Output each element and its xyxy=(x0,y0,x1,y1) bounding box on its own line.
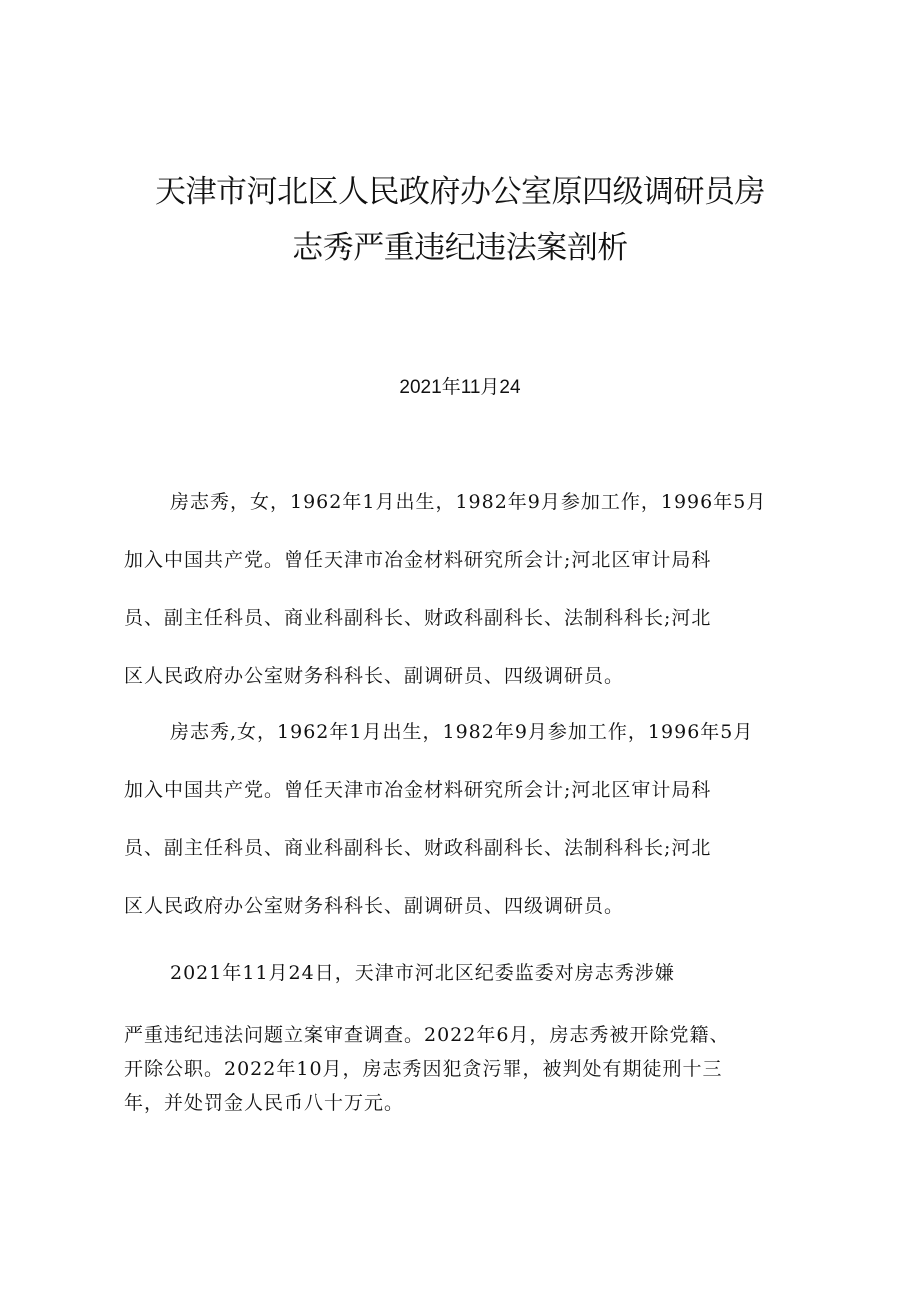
text-line: 房志秀,女，1962年1月出生，1982年9月参加工作，1996年5月 xyxy=(170,721,754,743)
text-line: 员、副主任科员、商业科副科长、财政科副科长、法制科科长;河北 xyxy=(124,607,712,629)
paragraph-biography-1 xyxy=(124,486,806,718)
text-line: 员、副主任科员、商业科副科长、财政科副科长、法制科科长;河北 xyxy=(124,837,712,859)
text-line: 区人民政府办公室财务科科长、副调研员、四级调研员。 xyxy=(124,895,625,917)
text-line: 严重违纪违法问题立案审查调查。2022年6月，房志秀被开除党籍、 xyxy=(124,1024,730,1046)
text-line: 房志秀，女，1962年1月出生，1982年9月参加工作，1996年5月 xyxy=(170,491,767,513)
text-line: 2021年11月24日，天津市河北区纪委监委对房志秀涉嫌 xyxy=(170,962,675,984)
paragraph-investigation-intro xyxy=(124,958,806,988)
text-line: 开除公职。2022年10月，房志秀因犯贪污罪，被判处有期徒刑十三 xyxy=(124,1058,723,1080)
paragraph-investigation-result xyxy=(124,1020,806,1122)
publish-date: 2021年11月24 xyxy=(399,377,521,398)
text-line: 年，并处罚金人民币八十万元。 xyxy=(124,1092,405,1114)
text-line: 区人民政府办公室财务科科长、副调研员、四级调研员。 xyxy=(124,665,625,687)
text-line: 加入中国共产党。曾任天津市冶金材料研究所会计;河北区审计局科 xyxy=(124,549,712,571)
document-title-line-1: 天津市河北区人民政府办公室原四级调研员房 xyxy=(155,174,765,210)
document-title-line-2: 志秀严重违纪违法案剖析 xyxy=(292,230,628,266)
text-line: 加入中国共产党。曾任天津市冶金材料研究所会计;河北区审计局科 xyxy=(124,779,712,801)
paragraph-biography-2 xyxy=(124,716,806,948)
